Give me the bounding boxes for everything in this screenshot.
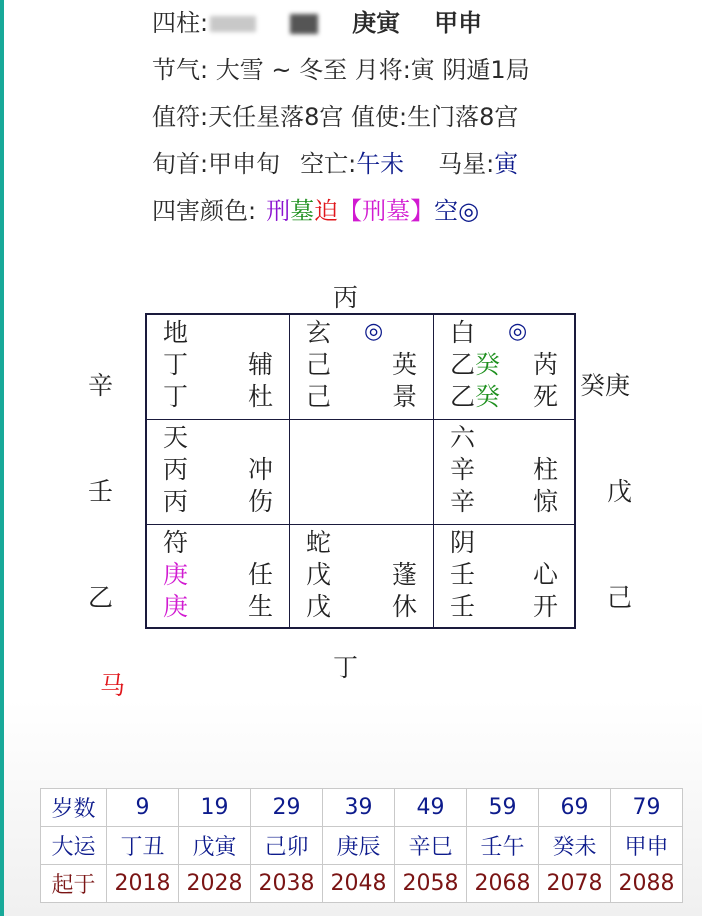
pillars-label: 四柱: — [152, 9, 209, 37]
sihai-label: 四害颜色: — [152, 197, 257, 225]
kongwang-circle-icon: ◎ — [364, 319, 384, 344]
period-cell[interactable]: 癸未 — [539, 827, 611, 865]
year-cell: 2068 — [467, 865, 539, 903]
palace-door: 杜 — [247, 382, 273, 411]
period-cell[interactable]: 己卯 — [251, 827, 323, 865]
horse-marker: 马 — [100, 671, 126, 700]
palace-door: 死 — [532, 382, 558, 411]
palace-star: 英 — [391, 350, 417, 379]
sihai-xing: 刑 — [266, 197, 291, 225]
palace-door: 休 — [391, 592, 417, 621]
palace-god: 玄 — [306, 318, 332, 347]
palace-star: 芮 — [532, 350, 558, 379]
kongwang-circle-icon: ◎ — [508, 319, 528, 344]
year-cell: 2048 — [323, 865, 395, 903]
palace-god: 六 — [450, 423, 476, 452]
table-row-ages — [41, 789, 683, 827]
row-label: 大运 — [41, 827, 107, 865]
palace-stem-earth: 己 — [306, 382, 332, 411]
table-row-periods — [41, 827, 683, 865]
direction-left-mid: 壬 — [88, 477, 114, 506]
stem-mu: 癸 — [475, 382, 501, 411]
palace-stem-earth: 壬 — [450, 592, 476, 621]
palace-god: 白 — [450, 318, 476, 347]
sihai-xingmu: 【刑墓】 — [338, 197, 435, 225]
palace-cell[interactable] — [434, 525, 574, 627]
xunshou-line — [152, 147, 530, 194]
palace-cell[interactable] — [147, 315, 290, 420]
palace-stem-earth: 丙 — [163, 487, 189, 516]
solar-term-line: 节气: 大雪 ~ 冬至 月将:寅 阴遁1局 — [152, 56, 530, 84]
direction-top: 丙 — [333, 283, 359, 312]
palace-cell[interactable] — [147, 420, 290, 525]
direction-bottom: 丁 — [333, 653, 359, 682]
stem-mu: 癸 — [475, 350, 501, 379]
direction-left-top: 辛 — [88, 371, 114, 400]
sihai-circle-icon: ◎ — [458, 197, 480, 225]
palace-stem-heaven: 戊 — [306, 560, 332, 589]
redacted-pillar-hour — [290, 14, 318, 34]
palace-stem-earth — [450, 381, 500, 413]
period-cell[interactable]: 壬午 — [467, 827, 539, 865]
palace-cell[interactable] — [434, 315, 574, 420]
palace-cell[interactable] — [147, 525, 290, 627]
period-cell[interactable]: 丁丑 — [107, 827, 179, 865]
period-cell[interactable]: 戊寅 — [179, 827, 251, 865]
palace-stem-heaven: 辛 — [450, 455, 476, 484]
sihai-line — [152, 194, 530, 241]
palace-star: 蓬 — [391, 560, 417, 589]
direction-right-bottom: 己 — [607, 583, 633, 612]
palace-god: 符 — [163, 528, 189, 557]
year-cell: 2038 — [251, 865, 323, 903]
kongwang-value: 午未 — [356, 150, 405, 178]
palace-grid — [145, 313, 576, 629]
palace-god: 阴 — [450, 528, 476, 557]
chart-info — [152, 6, 530, 241]
sihai-mu: 墓 — [290, 197, 315, 225]
palace-door: 伤 — [247, 487, 273, 516]
maxing-label: 马星: — [438, 150, 495, 178]
palace-god: 蛇 — [306, 528, 332, 557]
palace-cell[interactable] — [290, 525, 434, 627]
palace-stem-earth: 戊 — [306, 592, 332, 621]
maxing-value: 寅 — [494, 150, 519, 178]
period-cell[interactable]: 庚辰 — [323, 827, 395, 865]
palace-center — [290, 420, 434, 525]
stem: 乙 — [450, 350, 476, 379]
row-label: 岁数 — [41, 789, 107, 827]
direction-right-top: 癸庚 — [580, 371, 631, 400]
year-cell: 2058 — [395, 865, 467, 903]
age-cell: 59 — [467, 789, 539, 827]
age-cell: 39 — [323, 789, 395, 827]
direction-right-mid: 戊 — [607, 477, 633, 506]
year-cell: 2018 — [107, 865, 179, 903]
xunshou-label: 旬首:甲申旬 — [152, 150, 281, 178]
redacted-pillar-year — [210, 16, 256, 32]
palace-stem-heaven: 丙 — [163, 455, 189, 484]
period-cell[interactable]: 甲申 — [611, 827, 683, 865]
row-label: 起于 — [41, 865, 107, 903]
palace-stem-heaven: 庚 — [163, 560, 189, 589]
palace-door: 开 — [532, 592, 558, 621]
palace-star: 心 — [532, 560, 558, 589]
year-cell: 2028 — [179, 865, 251, 903]
palace-door: 生 — [247, 592, 273, 621]
zhifu-line: 值符:天任星落8宫 值使:生门落8宫 — [152, 103, 519, 131]
age-cell: 49 — [395, 789, 467, 827]
age-cell: 69 — [539, 789, 611, 827]
palace-star: 冲 — [247, 455, 273, 484]
palace-stem-earth: 丁 — [163, 382, 189, 411]
period-cell[interactable]: 辛巳 — [395, 827, 467, 865]
age-cell: 29 — [251, 789, 323, 827]
palace-god: 天 — [163, 423, 189, 452]
palace-god: 地 — [163, 318, 189, 347]
sihai-po: 迫 — [314, 197, 339, 225]
pillars-line — [152, 6, 530, 53]
direction-left-bottom: 乙 — [88, 583, 114, 612]
pillar-day: 甲申 — [434, 9, 483, 37]
table-row-years — [41, 865, 683, 903]
palace-star: 任 — [247, 560, 273, 589]
age-cell: 19 — [179, 789, 251, 827]
palace-stem-heaven — [450, 349, 500, 381]
palace-stem-heaven: 己 — [306, 350, 332, 379]
palace-cell[interactable] — [434, 420, 574, 525]
palace-door: 惊 — [532, 487, 558, 516]
age-cell: 9 — [107, 789, 179, 827]
palace-cell[interactable] — [290, 315, 434, 420]
palace-stem-heaven: 丁 — [163, 350, 189, 379]
pillar-month: 庚寅 — [352, 9, 401, 37]
palace-stem-earth: 辛 — [450, 487, 476, 516]
palace-star: 柱 — [532, 455, 558, 484]
sihai-kong: 空 — [434, 197, 459, 225]
palace-stem-earth: 庚 — [163, 592, 189, 621]
kongwang-label: 空亡: — [300, 150, 357, 178]
palace-door: 景 — [391, 382, 417, 411]
age-cell: 79 — [611, 789, 683, 827]
luck-cycle-table — [40, 788, 683, 903]
palace-star: 辅 — [247, 350, 273, 379]
year-cell: 2078 — [539, 865, 611, 903]
stem: 乙 — [450, 382, 476, 411]
year-cell: 2088 — [611, 865, 683, 903]
palace-stem-heaven: 壬 — [450, 560, 476, 589]
